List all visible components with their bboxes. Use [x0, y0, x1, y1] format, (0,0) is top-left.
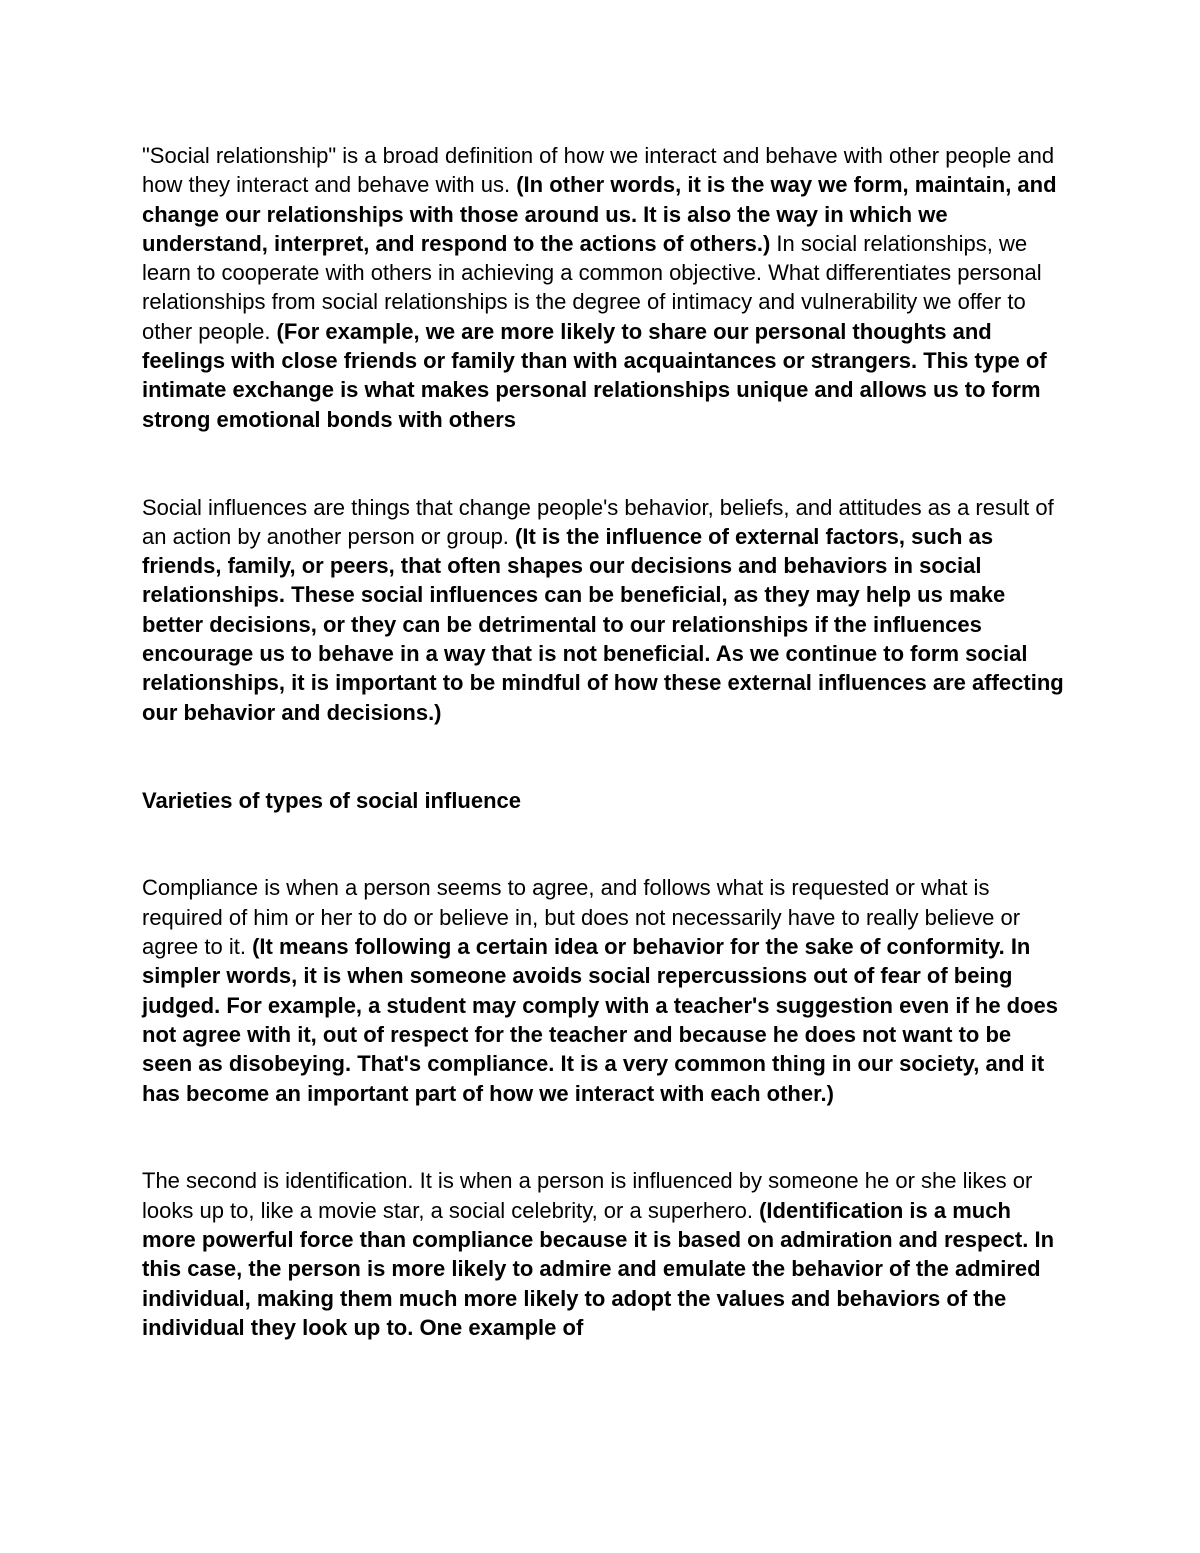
paragraph-text: "Social relationship" is a broad definition of how we interact and behave with other people and how they interact and behave with us.	[142, 143, 1055, 198]
paragraph-spacer	[142, 1108, 1064, 1167]
paragraph-identification	[142, 1166, 1064, 1342]
paragraph-text: Compliance is when a person seems to agree, and follows what is requested or what is required of him or her to do or believe in, but does not necessarily have to really believe or agree to it.	[142, 875, 1021, 960]
paragraph-spacer	[142, 815, 1064, 874]
paragraph-social-relationship	[142, 141, 1064, 434]
paragraph-text: Social influences are things that change people's behavior, beliefs, and attitudes as a result of an action by another person or group.	[142, 494, 1054, 549]
document-body	[142, 141, 1064, 1342]
paragraph-bold-text: (It is the influence of external factors, such as friends, family, or peers, that often shapes our decisions and behaviors in social relationships. These social influences can be beneficial, as they may help us make better decisions, or they can be detrimental to our relationships if the influences encourage us to behave in a way that is not beneficial. As we continue to form social relationships, it is important to be mindful of how these external influences are affecting our behavior and decisions.)	[142, 523, 1064, 725]
section-heading: Varieties of types of social influence	[142, 787, 522, 813]
paragraph-social-influences	[142, 493, 1064, 727]
paragraph-compliance	[142, 873, 1064, 1107]
paragraph-text: The second is identification. It is when a person is influenced by someone he or she likes or looks up to, like a movie star, a social celebrity, or a superhero.	[142, 1168, 1033, 1223]
paragraph-spacer	[142, 434, 1064, 493]
paragraph-bold-text: (Identification is a much more powerful force than compliance because it is based on admiration and respect. In this case, the person is more likely to admire and emulate the behavior of the admired individual, making them much more likely to adopt the values and behaviors of the individual they look up to. One example of	[142, 1197, 1055, 1340]
paragraph-bold-text: (For example, we are more likely to share our personal thoughts and feelings with close friends or family than with acquaintances or strangers. This type of intimate exchange is what makes personal relationships unique and allows us to form strong emotional bonds with others	[142, 318, 1047, 432]
paragraph-text: In social relationships, we learn to cooperate with others in achieving a common objective. What differentiates personal relationships from social relationships is the degree of intimacy and vulnerability we offer to other people.	[142, 230, 1042, 344]
paragraph-bold-text: (It means following a certain idea or behavior for the sake of conformity. In simpler words, it is when someone avoids social repercussions out of fear of being judged. For example, a student may comply with a teacher's suggestion even if he does not agree with it, out of respect for the teacher and because he does not want to be seen as disobeying. That's compliance. It is a very common thing in our society, and it has become an important part of how we interact with each other.)	[142, 934, 1059, 1106]
paragraph-spacer	[142, 727, 1064, 786]
paragraph-bold-text: (In other words, it is the way we form, maintain, and change our relationships with those around us. It is also the way in which we understand, interpret, and respond to the actions of others.)	[142, 172, 1057, 256]
